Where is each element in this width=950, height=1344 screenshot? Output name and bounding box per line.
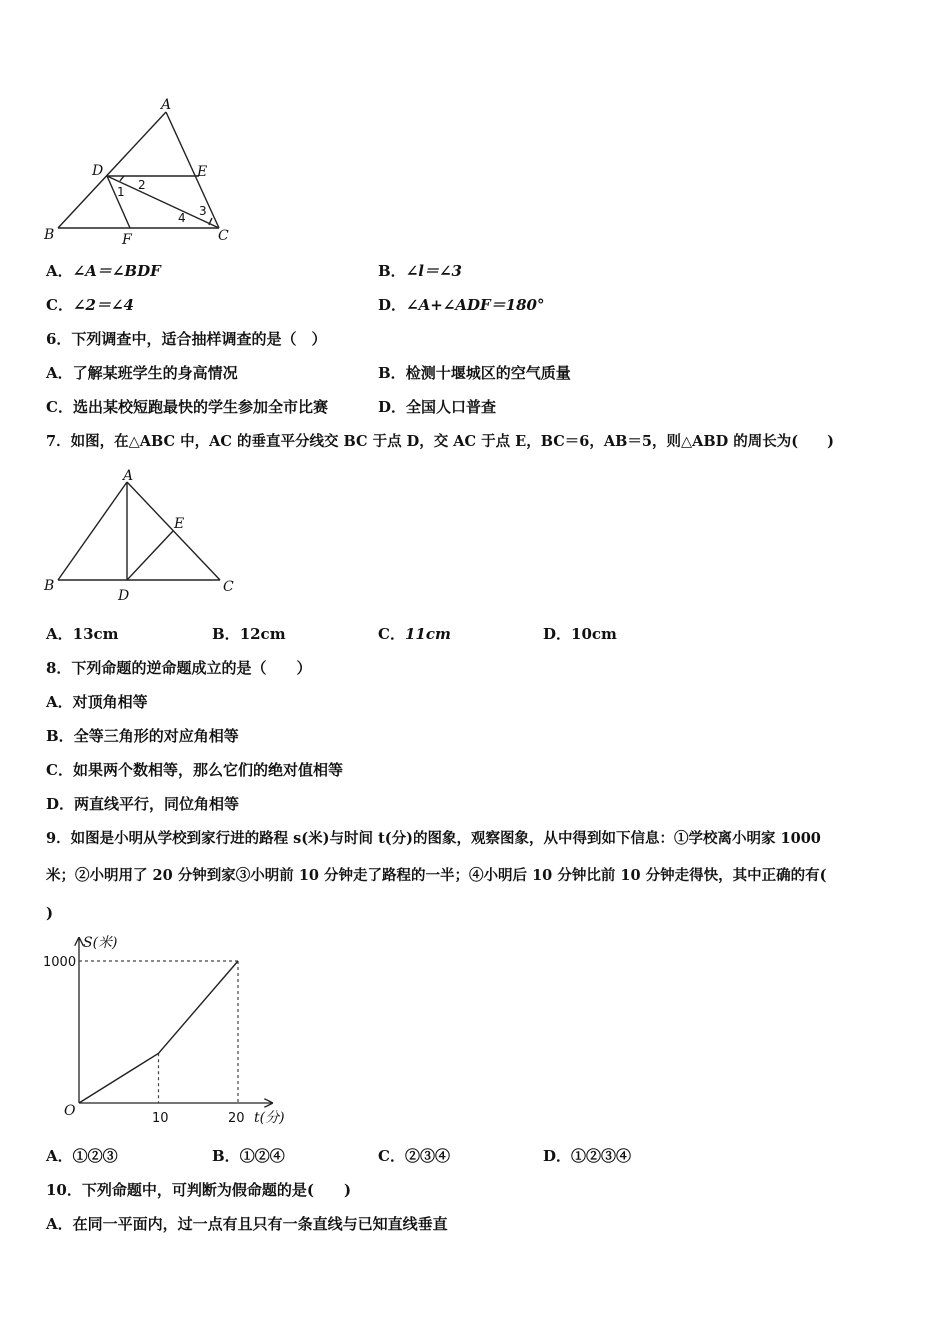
q5-option-d[interactable] <box>378 295 544 315</box>
fig5-label-a: A <box>161 97 172 113</box>
q8-option-d[interactable] <box>46 794 239 814</box>
q7-option-b[interactable] <box>212 624 286 644</box>
option-text: 全等三角形的对应角相等 <box>73 727 239 745</box>
option-letter: A． <box>46 262 73 280</box>
q8-option-a[interactable] <box>46 692 148 712</box>
fig7-label-a: A <box>123 468 134 484</box>
q9-option-c[interactable] <box>378 1146 450 1166</box>
option-text: 如果两个数相等，那么它们的绝对值相等 <box>72 761 343 779</box>
option-text: ∠A＝∠BDF <box>72 262 161 280</box>
q8-option-b[interactable] <box>46 726 239 746</box>
y-axis-label: S(米) <box>83 935 118 951</box>
q7-option-d[interactable] <box>543 624 617 644</box>
option-letter: B． <box>212 625 240 643</box>
q6-stem: 6．下列调查中，适合抽样调查的是（ ） <box>46 330 327 348</box>
x-axis-label: t(分) <box>254 1110 285 1126</box>
x-tick-10: 10 <box>152 1111 169 1126</box>
option-letter: A． <box>46 1215 73 1233</box>
fig5-angle-2: 2 <box>138 178 146 192</box>
option-letter: D． <box>378 398 407 416</box>
q6-option-a[interactable] <box>46 363 238 383</box>
option-letter: C． <box>378 625 405 643</box>
option-text: 选出某校短跑最快的学生参加全市比赛 <box>72 398 328 416</box>
option-letter: D． <box>543 1147 572 1165</box>
option-text: ①②③ <box>72 1147 118 1165</box>
option-letter: A． <box>46 625 73 643</box>
q6-option-b[interactable] <box>378 363 571 383</box>
option-text: 两直线平行，同位角相等 <box>74 795 240 813</box>
option-letter: C． <box>46 761 73 779</box>
fig7-label-b: B <box>44 578 55 594</box>
option-letter: C． <box>378 1147 405 1165</box>
option-text: 检测十堰城区的空气质量 <box>405 364 571 382</box>
fig7-label-e: E <box>174 516 185 532</box>
fig5-label-b: B <box>44 227 55 243</box>
q7-stem: 7．如图，在△ABC 中，AC 的垂直平分线交 BC 于点 D，交 AC 于点 E，BC＝6，AB＝5，则△ABD 的周长为( ) <box>46 433 834 450</box>
option-letter: B． <box>378 364 406 382</box>
option-text: ∠A+∠ADF＝180° <box>406 296 545 314</box>
option-text: 对顶角相等 <box>72 693 148 711</box>
option-letter: B． <box>46 727 74 745</box>
fig5-label-f: F <box>122 232 132 248</box>
fig5-angle-1: 1 <box>117 185 125 199</box>
series-line <box>79 961 238 1103</box>
q9-option-b[interactable] <box>212 1146 285 1166</box>
fig5-label-c: C <box>218 228 229 244</box>
option-letter: C． <box>46 296 73 314</box>
option-text: 11cm <box>404 625 451 643</box>
q9-stem-line3: ) <box>46 904 54 922</box>
fig5-angle-3: 3 <box>199 204 207 218</box>
option-text: ∠l＝∠3 <box>405 262 462 280</box>
option-letter: B． <box>378 262 406 280</box>
option-text: 13cm <box>72 625 119 643</box>
y-tick-1000: 1000 <box>43 955 77 970</box>
option-letter: C． <box>46 398 73 416</box>
origin-label: O <box>64 1103 76 1119</box>
q5-option-a[interactable] <box>46 261 161 281</box>
q7-figure <box>40 468 240 608</box>
q9-option-d[interactable] <box>543 1146 631 1166</box>
q9-stem-line1: 9．如图是小明从学校到家行进的路程 s(米)与时间 t(分)的图象，观察图象，从中得到如下信息：①学校离小明家 1000 <box>46 830 821 847</box>
q9-stem-line2: 米；②小明用了 20 分钟到家③小明前 10 分钟走了路程的一半；④小明后 10 分钟比前 10 分钟走得快，其中正确的有( <box>46 867 827 884</box>
option-text: ①②③④ <box>571 1147 632 1165</box>
option-text: 了解某班学生的身高情况 <box>72 364 238 382</box>
fig7-label-d: D <box>118 588 130 604</box>
option-letter: D． <box>543 625 572 643</box>
x-tick-20: 20 <box>228 1111 245 1126</box>
fig5-label-e: E <box>197 164 208 180</box>
q8-stem: 8．下列命题的逆命题成立的是（ ） <box>46 659 312 677</box>
q6-option-c[interactable] <box>46 397 328 417</box>
fig7-label-c: C <box>223 579 234 595</box>
q7-option-a[interactable] <box>46 624 119 644</box>
q5-figure <box>40 95 240 250</box>
option-text: ①②④ <box>239 1147 285 1165</box>
q7-option-c[interactable] <box>378 624 451 644</box>
option-text: ②③④ <box>404 1147 450 1165</box>
q9-graph <box>40 928 320 1128</box>
option-letter: A． <box>46 693 73 711</box>
option-letter: B． <box>212 1147 240 1165</box>
q10-option-a[interactable] <box>46 1214 448 1234</box>
q8-option-c[interactable] <box>46 760 343 780</box>
q6-option-d[interactable] <box>378 397 496 417</box>
option-text: 10cm <box>571 625 617 643</box>
option-letter: D． <box>46 795 75 813</box>
q9-option-a[interactable] <box>46 1146 118 1166</box>
fig5-angle-4: 4 <box>178 211 186 225</box>
option-letter: A． <box>46 364 73 382</box>
option-text: 全国人口普查 <box>406 398 497 416</box>
option-letter: A． <box>46 1147 73 1165</box>
option-text: 12cm <box>239 625 286 643</box>
q5-option-b[interactable] <box>378 261 462 281</box>
option-text: 在同一平面内，过一点有且只有一条直线与已知直线垂直 <box>72 1215 448 1233</box>
q10-stem: 10．下列命题中，可判断为假命题的是( ) <box>46 1181 352 1199</box>
option-text: ∠2＝∠4 <box>72 296 134 314</box>
option-letter: D． <box>378 296 407 314</box>
q5-option-c[interactable] <box>46 295 134 315</box>
fig5-label-d: D <box>92 163 104 179</box>
